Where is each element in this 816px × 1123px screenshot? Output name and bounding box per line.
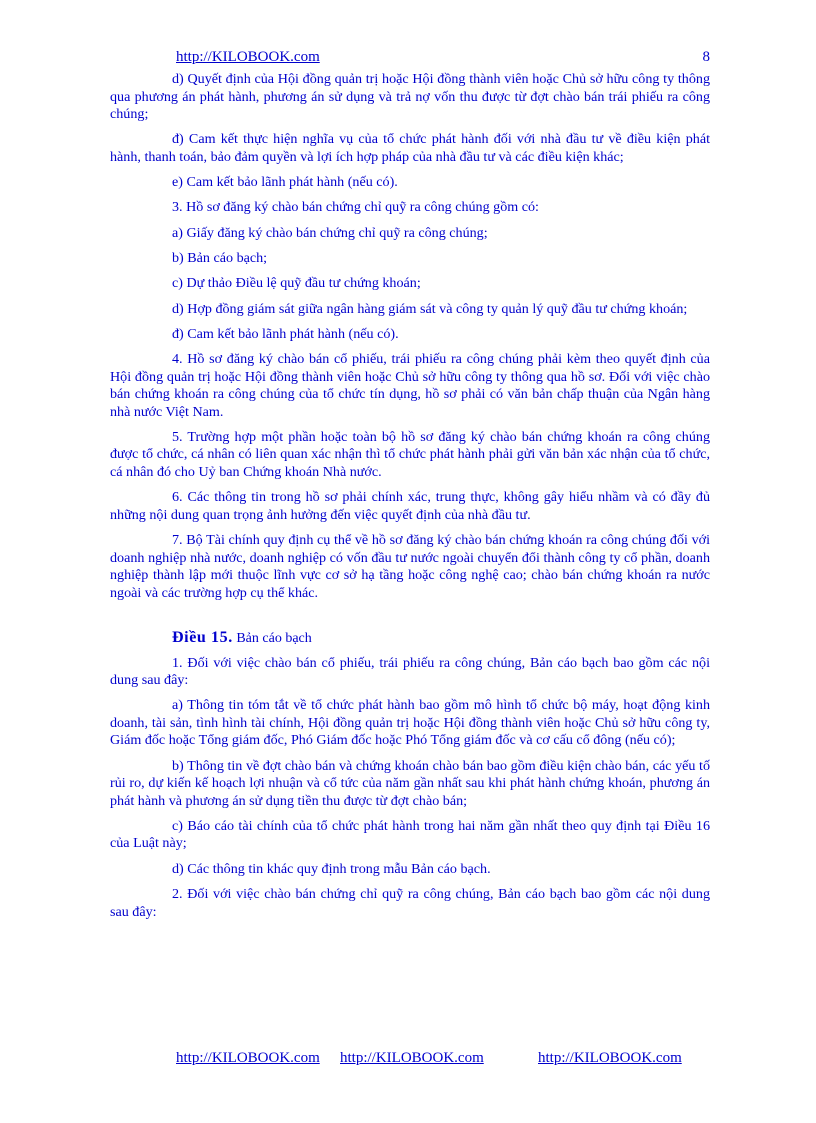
page-number: 8 — [702, 49, 710, 65]
paragraph: 3. Hồ sơ đăng ký chào bán chứng chỉ quỹ ra công chúng gồm có: — [172, 199, 539, 216]
paragraph: 2. Đối với việc chào bán chứng chỉ quỹ ra công chúng, Bản cáo bạch bao gồm các nội dung sau đây: — [110, 886, 710, 920]
paragraph: d) Quyết định của Hội đồng quản trị hoặc Hội đồng thành viên hoặc Chủ sở hữu công ty thông qua phương án phát hành, phương án sử dụng và trả nợ vốn thu được từ đợt chào bán trái phiếu ra công chúng; — [110, 71, 710, 122]
article-label: Điều 15. — [172, 629, 233, 647]
paragraph: d) Các thông tin khác quy định trong mẫu Bản cáo bạch. — [172, 860, 491, 877]
paragraph: 6. Các thông tin trong hồ sơ phải chính xác, trung thực, không gây hiểu nhầm và có đầy đủ những nội dung quan trọng ảnh hưởng đến việc quyết định của nhà đầu tư. — [110, 489, 710, 523]
footer-link[interactable]: http://KILOBOOK.com — [176, 1050, 320, 1066]
document-body — [110, 71, 710, 929]
page-header — [176, 47, 710, 67]
paragraph: 1. Đối với việc chào bán cổ phiếu, trái phiếu ra công chúng, Bản cáo bạch bao gồm các nội dung sau đây: — [110, 654, 710, 689]
paragraph: đ) Cam kết thực hiện nghĩa vụ của tổ chức phát hành đối với nhà đầu tư về điều kiện phát hành, thanh toán, bảo đảm quyền và lợi ích hợp pháp của nhà đầu tư và các điều kiện khác; — [110, 131, 710, 165]
paragraph: 4. Hồ sơ đăng ký chào bán cổ phiếu, trái phiếu ra công chúng phải kèm theo quyết định của Hội đồng quản trị hoặc Hội đồng thành viên hoặc Chủ sở hữu công ty thông qua hồ sơ. Đối với việc chào bán chứng khoán ra công chúng của tổ chức tín dụng, hồ sơ phải có văn bản chấp thuận của Ngân hàng nhà nước Việt Nam. — [110, 351, 710, 420]
paragraph: e) Cam kết bảo lãnh phát hành (nếu có). — [172, 174, 398, 191]
paragraph: b) Bản cáo bạch; — [172, 249, 268, 266]
paragraph: 5. Trường hợp một phần hoặc toàn bộ hồ sơ đăng ký chào bán chứng khoán ra công chúng được tổ chức, cá nhân có liên quan xác nhận thì tổ chức phát hành phải gửi văn bản xác nhận của tổ chức, cá nhân đó cho Uỷ ban Chứng khoán Nhà nước. — [110, 428, 710, 480]
paragraph: a) Thông tin tóm tắt về tổ chức phát hành bao gồm mô hình tổ chức bộ máy, hoạt động kinh doanh, tài sản, tình hình tài chính, Hội đồng quản trị hoặc Hội đồng thành viên hoặc Chủ sở hữu công ty, Giám đốc hoặc Tổng giám đốc, Phó Giám đốc hoặc Phó Tổng giám đốc và cơ cấu cổ đông (nếu có); — [110, 697, 710, 749]
footer-link[interactable]: http://KILOBOOK.com — [538, 1050, 682, 1066]
paragraph: đ) Cam kết bảo lãnh phát hành (nếu có). — [172, 325, 399, 342]
paragraph: c) Báo cáo tài chính của tổ chức phát hành trong hai năm gần nhất theo quy định tại Điều 16 của Luật này; — [110, 817, 710, 852]
paragraph: d) Hợp đồng giám sát giữa ngân hàng giám sát và công ty quản lý quỹ đầu tư chứng khoán; — [172, 300, 688, 317]
paragraph: 7. Bộ Tài chính quy định cụ thể về hồ sơ đăng ký chào bán chứng khoán ra công chúng đối với doanh nghiệp nhà nước, doanh nghiệp có vốn đầu tư nước ngoài chuyển đổi thành công ty cổ phần, doanh nghiệp thành lập mới thuộc lĩnh vực cơ sở hạ tầng hoặc công nghệ cao; chào bán chứng khoán ra nước ngoài và các trường hợp cụ thể khác. — [110, 532, 710, 601]
page-footer — [0, 1048, 816, 1068]
paragraph: a) Giấy đăng ký chào bán chứng chỉ quỹ ra công chúng; — [172, 224, 488, 241]
paragraph: c) Dự thảo Điều lệ quỹ đầu tư chứng khoán; — [172, 275, 421, 292]
article-title: Bản cáo bạch — [236, 631, 312, 647]
footer-link[interactable]: http://KILOBOOK.com — [340, 1050, 484, 1066]
header-link[interactable]: http://KILOBOOK.com — [176, 49, 320, 65]
paragraph: b) Thông tin về đợt chào bán và chứng khoán chào bán bao gồm điều kiện chào bán, các yếu tố rủi ro, dự kiến kế hoạch lợi nhuận và cổ tức của năm gần nhất sau khi phát hành chứng khoán, phương án phát hành và phương án sử dụng tiền thu được từ đợt chào bán; — [110, 757, 710, 809]
article-heading — [110, 629, 710, 648]
